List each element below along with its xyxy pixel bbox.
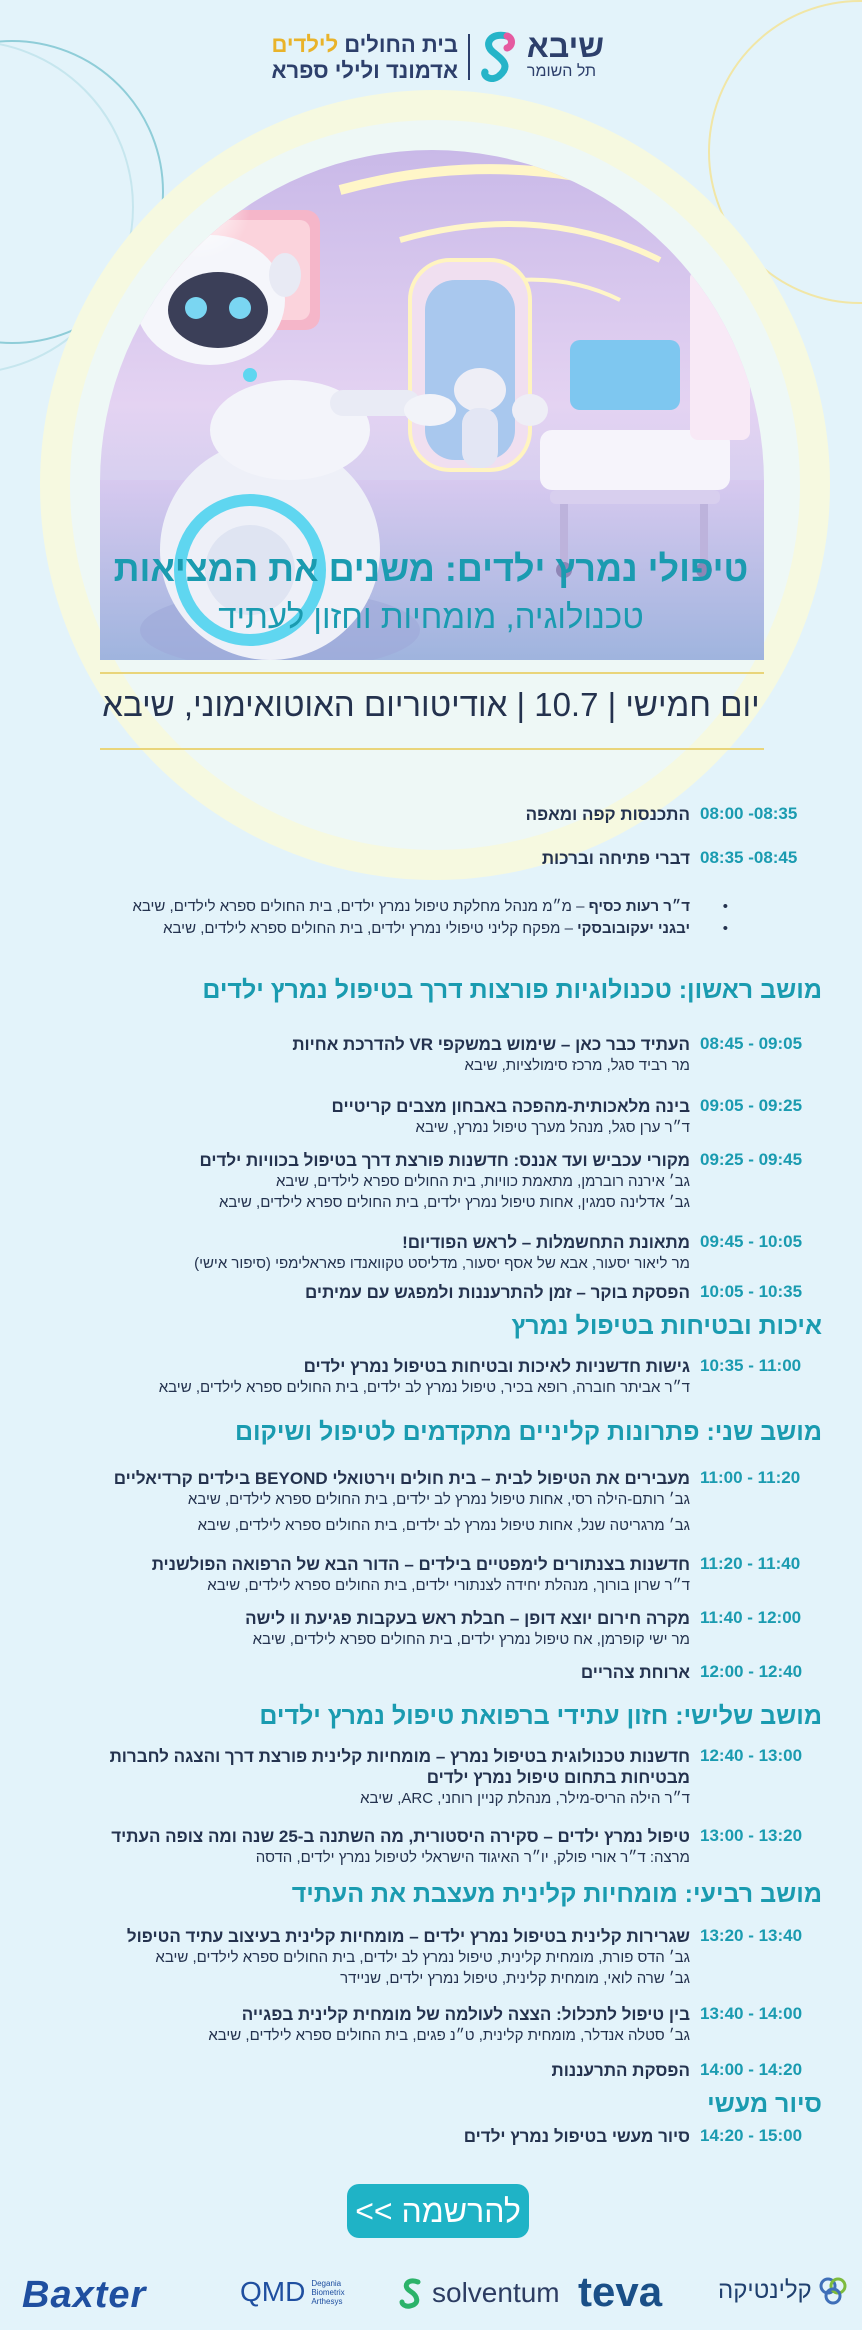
agenda-item-title: מקרה חירום יוצא דופן – חבלת ראש בעקבות פגיעת וו לישה — [245, 1609, 690, 1628]
agenda-item-speaker: מרצה: ד״ר אורי פולק, יו״ר האיגוד הישראלי לטיפול נמרץ ילדים, הדסה — [255, 1849, 690, 1866]
qmd-sub: Arthesys — [311, 2296, 343, 2306]
agenda-item-title: טיפול נמרץ ילדים – סקירה היסטורית, מה השתנה ב-25 שנה ומה צופה העתיד — [111, 1827, 690, 1846]
agenda-item-title: סיור מעשי בטיפול נמרץ ילדים — [463, 2127, 690, 2146]
speaker-name: ד״ר רעות כסיף — [588, 898, 690, 915]
speaker-bullet: • ד״ר רעות כסיף – מ״מ מנהל מחלקת טיפול נמרץ ילדים, בית החולים ספרא לילדים, שיבא — [132, 898, 728, 915]
agenda-item-title: בין טיפול לתכלול: הצצה לעולמה של מומחית קלינית בפגייה — [241, 2005, 690, 2024]
agenda-item-speaker: מר ליאור יסעור, אבא של אסף יסעור, מדליסט טקוואנדו פאראלימפי (סיפור אישי) — [194, 1255, 690, 1272]
agenda-item-title: התכנסות קפה ומאפה — [525, 805, 690, 824]
clinitica-logo — [718, 2276, 848, 2306]
header-logos — [0, 22, 862, 92]
agenda-item-title: ארוחת צהריים — [580, 1663, 690, 1682]
agenda-item-speaker: ד״ר שרון בורוך, מנהלת יחידה לצנתורי ילדים, בית החולים ספרא לילדים, שיבא — [207, 1577, 690, 1594]
agenda-time: 10:05 - 10:35 — [700, 1282, 803, 1301]
speaker-bullet: • יבגני יעקובובסקי – מפקח קליני טיפולי נמרץ ילדים, בית החולים ספרא לילדים, שיבא — [163, 920, 728, 937]
agenda-item-speaker: גב׳ אירנה רוברמן, מתאמת כוויות, בית החולים ספרא לילדים, שיבא — [275, 1173, 690, 1190]
agenda-time: 13:00 - 13:20 — [700, 1826, 803, 1845]
agenda-item-title: חדשנות טכנולוגית בטיפול נמרץ – מומחיות קלינית פורצת דרך והצגה לחברות מבטיחות בתחום טיפול נמרץ ילדים — [109, 1747, 690, 1787]
agenda-item-speaker: גב׳ הדס פורת, מומחית קלינית, טיפול נמרץ לב ילדים, בית החולים ספרא לילדים, שיבא — [155, 1949, 690, 1966]
agenda-time: 11:20 - 11:40 — [700, 1554, 801, 1573]
sheba-mark-icon — [477, 28, 519, 82]
agenda-item-speaker: ד״ר אביתר חוברה, רופא בכיר, טיפול נמרץ לב ילדים, בית החולים ספרא לילדים, שיבא — [158, 1379, 690, 1396]
clinitica-text: קלינטיקה — [718, 2277, 812, 2304]
logo-divider — [468, 34, 470, 80]
agenda-item-title: דברי פתיחה וברכות — [541, 849, 690, 868]
agenda-item-speaker: גב׳ סטלה אנדלר, מומחית קלינית, ט״נ פגים, בית החולים ספרא לילדים, שיבא — [208, 2027, 690, 2044]
agenda-item-title: הפסקת בוקר – זמן להתרעננות ולמפגש עם עמיתים — [305, 1283, 690, 1302]
event-subtitle: טכנולוגיה, מומחיות וחזון לעתיד — [218, 598, 644, 635]
divider-bottom — [100, 748, 764, 750]
agenda-time: 08:45 - 09:05 — [700, 1034, 803, 1053]
agenda-time: 13:40 - 14:00 — [700, 2004, 803, 2023]
agenda-time: 12:00 - 12:40 — [700, 1662, 803, 1681]
session-heading: מושב שני: פתרונות קליניים מתקדמים לטיפול ושיקום — [234, 1418, 822, 1446]
clinitica-icon — [818, 2276, 848, 2306]
qmd-sub: Degania — [311, 2278, 342, 2288]
session-heading: מושב שלישי: חזון עתידי ברפואת טיפול נמרץ ילדים — [259, 1702, 822, 1730]
sheba-logo — [477, 28, 604, 82]
agenda-time: 08:35 -08:45 — [700, 848, 798, 867]
agenda-item-speaker: גב׳ רותם-הילה רסי, אחות טיפול נמרץ לב ילדים, בית החולים ספרא לילדים, שיבא — [187, 1491, 690, 1508]
agenda-time: 09:25 - 09:45 — [700, 1150, 803, 1169]
teva-logo: teva — [578, 2268, 663, 2315]
baxter-logo: Baxter — [22, 2274, 147, 2316]
agenda-time: 13:20 - 13:40 — [700, 1926, 803, 1945]
hospital-kids: לילדים — [271, 32, 339, 57]
agenda-item-speaker: מר ישי קופרמן, אח טיפול נמרץ ילדים, בית החולים ספרא לילדים, שיבא — [252, 1631, 690, 1648]
agenda-item-speaker: ד״ר הילה הריס-מילר, מנהלת קניין רוחני, ARC, שיבא — [360, 1790, 690, 1807]
agenda-item-speaker: מר רביד סגל, מרכז סימולציות, שיבא — [464, 1057, 690, 1074]
register-button[interactable]: להרשמה >> — [347, 2184, 529, 2238]
agenda-item-title: מעבירים את הטיפול לבית – בית חולים וירטואלי BEYOND בילדים קרדיאליים — [113, 1469, 690, 1488]
opening-speakers — [50, 896, 728, 940]
agenda-item-speaker: גב׳ מרגריטה שנל, אחות טיפול נמרץ לב ילדים, בית החולים ספרא לילדים, שיבא — [197, 1517, 690, 1534]
agenda-time: 09:45 - 10:05 — [700, 1232, 803, 1251]
sponsor-logos — [0, 2262, 862, 2322]
agenda-item-speaker: ד״ר ערן סגל, מנהל מערך טיפול נמרץ, שיבא — [415, 1119, 690, 1136]
agenda-item-title: חדשנות בצנתורים לימפטיים בילדים – הדור הבא של הרפואה הפולשנית — [151, 1555, 690, 1574]
solventum-icon — [398, 2276, 424, 2310]
hospital-logo — [271, 32, 458, 84]
agenda-item-speaker: גב׳ אדלינה סמגין, אחות טיפול נמרץ ילדים, בית החולים ספרא לילדים, שיבא — [218, 1194, 690, 1211]
divider-top — [100, 672, 764, 674]
agenda-item-title: מקורי עכביש ועד אננס: חדשנות פורצת דרך בטיפול בכוויות ילדים — [199, 1151, 690, 1170]
agenda-time: 08:00 -08:35 — [700, 804, 798, 823]
agenda-item-speaker: גב׳ שרה לואי, מומחית קלינית, טיפול נמרץ ילדים, שניידר — [340, 1970, 690, 1987]
speaker-name: יבגני יעקובובסקי — [577, 920, 690, 937]
agenda-item-title: בינה מלאכותית-מהפכה באבחון מצבים קריטיים — [331, 1097, 690, 1116]
session-heading: מושב ראשון: טכנולוגיות פורצות דרך בטיפול נמרץ ילדים — [202, 976, 822, 1004]
agenda-item-title: מתאונת התחשמלות – לראש הפודיום! — [402, 1233, 690, 1252]
session-heading: איכות ובטיחות בטיפול נמרץ — [511, 1312, 822, 1340]
agenda-time: 14:20 - 15:00 — [700, 2126, 803, 2145]
session-heading: סיור מעשי — [707, 2090, 822, 2118]
solventum-logo — [398, 2276, 560, 2310]
event-dateline: יום חמישי | 10.7 | אודיטוריום האוטואימוני, שיבא — [102, 686, 760, 723]
speaker-role: – מפקח קליני טיפולי נמרץ ילדים, בית החולים ספרא לילדים, שיבא — [163, 920, 578, 937]
hospital-line1: בית החולים — [338, 32, 458, 57]
hospital-line2: אדמונד ולילי ספרא — [271, 58, 458, 83]
qmd-sub: Biometrix — [311, 2287, 345, 2297]
agenda-time: 14:00 - 14:20 — [700, 2060, 803, 2079]
sheba-name: שיבא — [526, 28, 604, 64]
agenda-item-title: הפסקת התרעננות — [551, 2061, 690, 2080]
speaker-role: – מ״מ מנהל מחלקת טיפול נמרץ ילדים, בית החולים ספרא לילדים, שיבא — [132, 898, 589, 915]
agenda-time: 09:05 - 09:25 — [700, 1096, 803, 1115]
sheba-sub: תל השומר — [526, 63, 597, 80]
agenda-item-title: העתיד כבר כאן – שימוש במשקפי VR להדרכת אחיות — [292, 1035, 690, 1054]
solventum-text: solventum — [432, 2277, 560, 2308]
agenda-time: 11:00 - 11:20 — [700, 1468, 801, 1487]
agenda-item-title: גישות חדשניות לאיכות ובטיחות בטיפול נמרץ ילדים — [303, 1357, 690, 1376]
agenda-time: 12:40 - 13:00 — [700, 1746, 803, 1765]
agenda-time: 10:35 - 11:00 — [700, 1356, 802, 1375]
qmd-logo — [240, 2276, 345, 2308]
agenda-time: 11:40 - 12:00 — [700, 1608, 802, 1627]
event-title: טיפולי נמרץ ילדים: משנים את המציאות — [113, 548, 749, 589]
agenda-item-title: שגרירות קלינית בטיפול נמרץ ילדים – מומחיות קלינית בעיצוב עתיד הטיפול — [126, 1927, 690, 1946]
qmd-text: QMD — [240, 2276, 306, 2307]
session-heading: מושב רביעי: מומחיות קלינית מעצבת את העתיד — [291, 1880, 822, 1908]
